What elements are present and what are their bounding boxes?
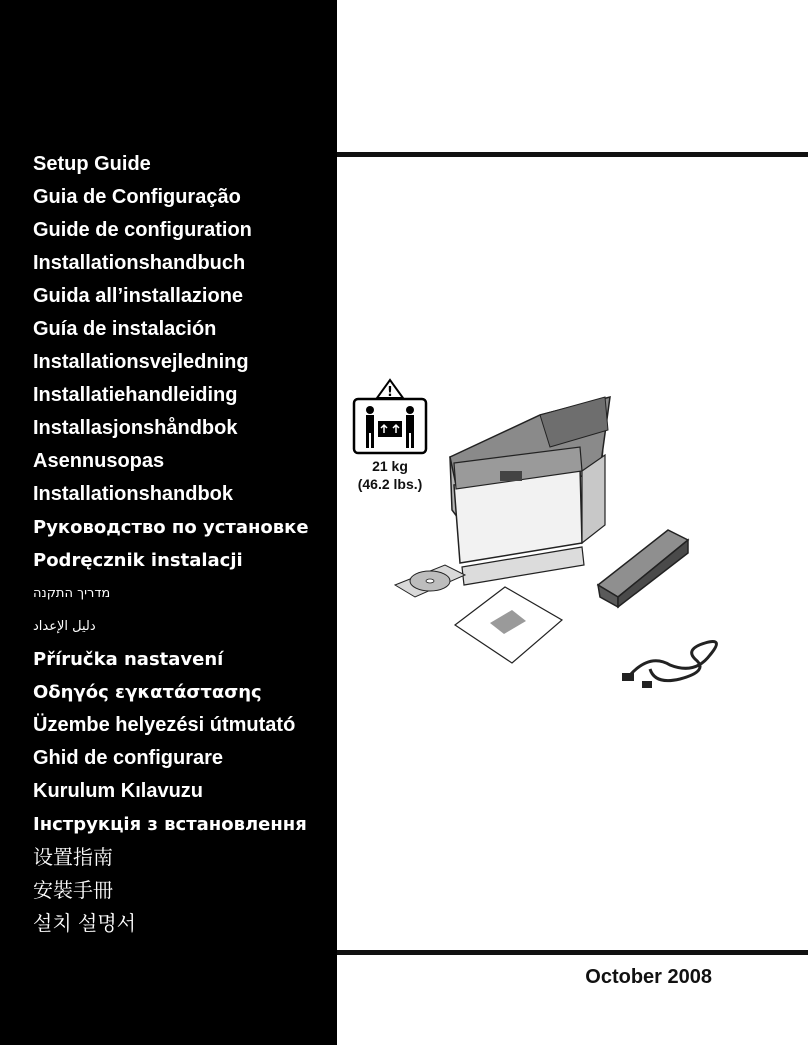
- guide-title-ko: 설치 설명서: [33, 911, 136, 935]
- publication-date: October 2008: [585, 966, 712, 988]
- cd-image: [395, 565, 465, 597]
- guide-title-pt: Guia de Configuração: [33, 186, 241, 208]
- guide-title-list: [33, 148, 309, 940]
- guide-title-el: Οδηγός εγκατάστασης: [33, 682, 262, 703]
- guide-title-sv: Installationshandbok: [33, 483, 234, 505]
- title-panel: [0, 0, 337, 1045]
- guide-title-zh-tw: 安裝手冊: [33, 878, 113, 902]
- bottom-rule: [337, 950, 808, 955]
- guide-title-uk: Інструкція з встановлення: [33, 814, 307, 835]
- top-rule: [337, 152, 808, 157]
- guide-title-no: Installasjonshåndbok: [33, 417, 238, 439]
- guide-title-tr: Kurulum Kılavuzu: [33, 780, 204, 802]
- guide-title-de: Installationshandbuch: [33, 252, 246, 274]
- guide-title-da: Installationsvejledning: [33, 351, 249, 373]
- guide-title-ro: Ghid de configurare: [33, 747, 224, 769]
- guide-title-it: Guida all’installazione: [33, 285, 244, 307]
- toner-box-image: [598, 530, 688, 607]
- guide-title-nl: Installatiehandleiding: [33, 384, 238, 406]
- guide-title-pl: Podręcznik instalacji: [33, 550, 243, 571]
- setup-guide-booklet-image: [455, 587, 562, 663]
- guide-title-fr: Guide de configuration: [33, 219, 252, 241]
- guide-title-cs: Příručka nastavení: [33, 649, 224, 670]
- guide-title-fi: Asennusopas: [33, 450, 165, 472]
- weight-kg: 21 kg: [372, 458, 408, 474]
- guide-title-zh-cn: 设置指南: [33, 845, 113, 869]
- guide-title-en: Setup Guide: [33, 153, 151, 175]
- guide-title-es: Guía de instalación: [33, 318, 217, 340]
- guide-title-ar: دليل الإعداد: [33, 619, 96, 634]
- printer-image: [450, 397, 610, 585]
- svg-text:!: !: [387, 385, 393, 400]
- guide-title-ru: Руководство по установке: [33, 517, 309, 538]
- printer-package-illustration: [350, 375, 808, 715]
- power-cord-image: [622, 642, 716, 689]
- guide-title-hu: Üzembe helyezési útmutató: [33, 714, 296, 736]
- guide-title-he: מדריך התקנה: [33, 586, 111, 601]
- weight-lbs: (46.2 lbs.): [357, 476, 423, 492]
- two-person-lift-icon: [354, 380, 426, 453]
